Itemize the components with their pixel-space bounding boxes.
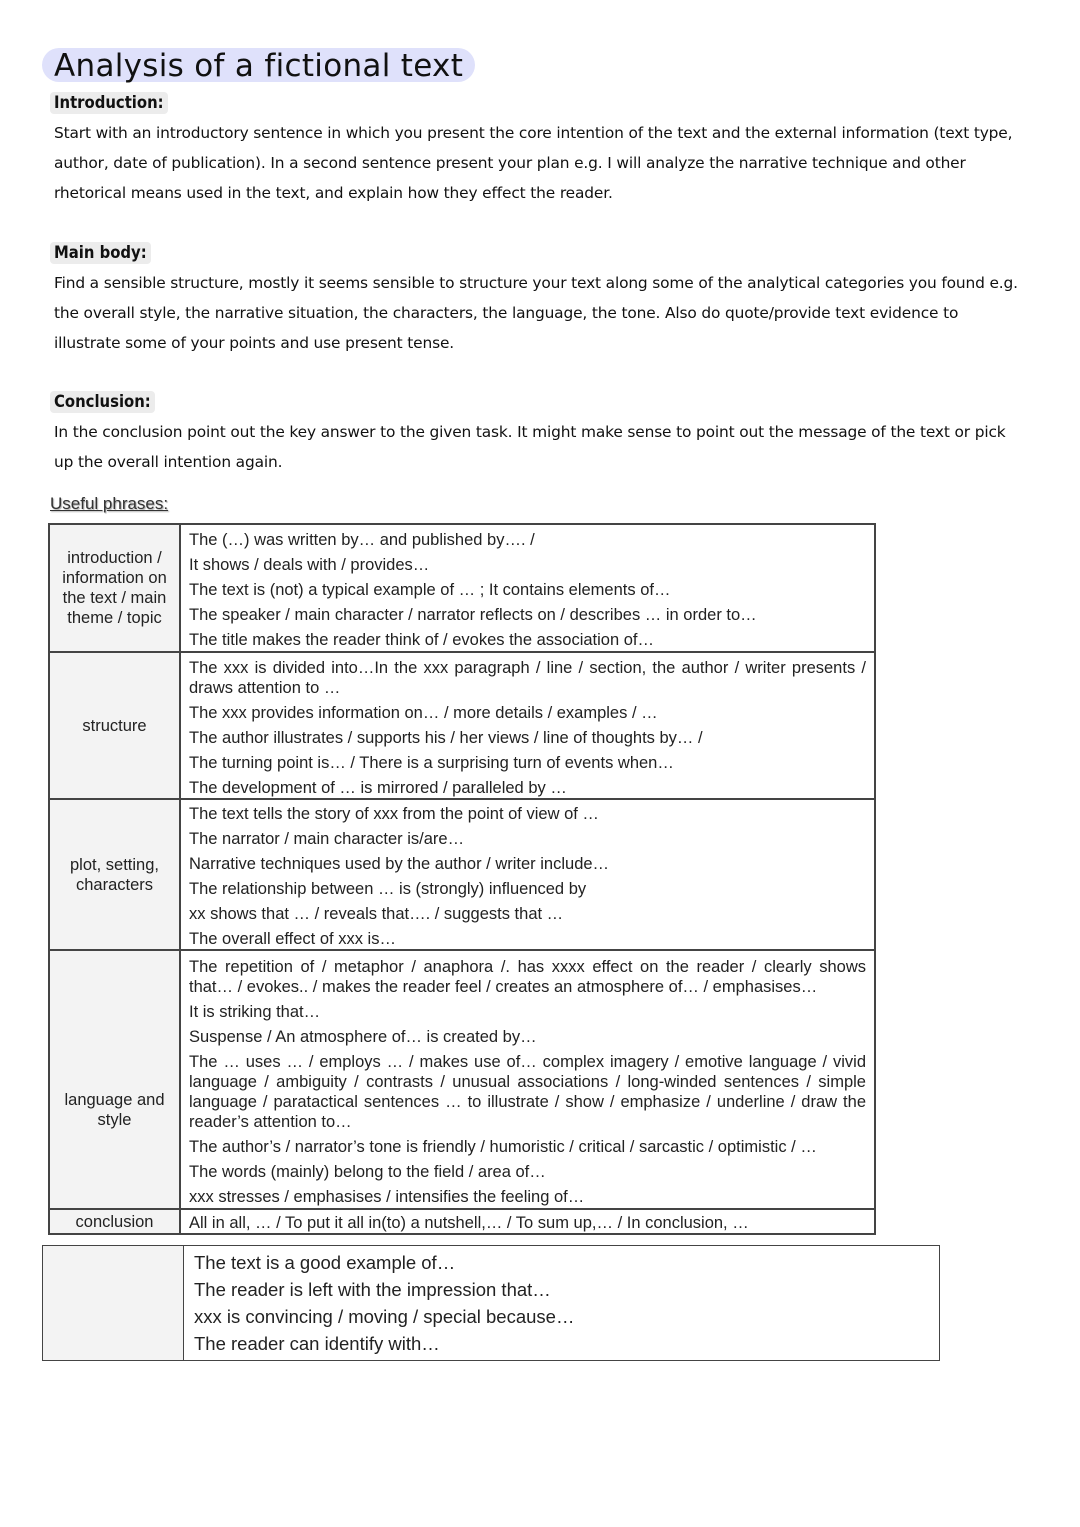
category-cell: structure	[49, 652, 180, 799]
section-body-introduction: Start with an introductory sentence in which you present the core intention of the text and the external information (text type, author, date of publication). In a second sentence present your plan e.g. I will analyze the narrative technique and other rhetorical means used in the text, and explain how they effect the reader.	[54, 124, 1013, 202]
useful-phrases-label: Useful phrases:	[50, 494, 169, 513]
phrases-cell	[180, 652, 875, 799]
phrases-cell	[180, 799, 875, 950]
section-heading-main-body: Main body:	[50, 242, 151, 264]
table-row-language-and-style	[49, 950, 875, 1209]
category-cell: conclusion	[49, 1209, 180, 1234]
phrase-line: The author’s / narrator’s tone is friendly / humoristic / critical / sarcastic / optimistic / …	[189, 1137, 817, 1156]
phrase-line: The text tells the story of xxx from the point of view of …	[189, 805, 599, 823]
phrase-line: The reader can identify with…	[194, 1333, 440, 1354]
category-cell-empty	[43, 1246, 184, 1361]
table-row-introduction	[49, 524, 875, 652]
category-cell: introduction / information on the text / main theme / topic	[49, 524, 180, 652]
phrase-line: The text is (not) a typical example of … ; It contains elements of…	[189, 581, 671, 599]
phrases-cell	[180, 524, 875, 652]
category-cell: plot, setting, characters	[49, 799, 180, 950]
phrase-line: The … uses … / employs … / makes use of… complex imagery / emotive language / vivid language / ambiguity / contrasts / unusual associations / long-winded sentences / simple language / paratactical sentences … to illustrate / show / emphasize / underline / draw the reader’s attention to…	[189, 1052, 866, 1131]
phrase-line: The overall effect of xxx is…	[189, 930, 396, 948]
page-title: Analysis of a fictional text	[42, 48, 475, 82]
phrase-line: xxx is convincing / moving / special because…	[194, 1306, 575, 1327]
phrase-line: The title makes the reader think of / evokes the association of…	[189, 631, 654, 649]
additional-conclusion-phrases-table	[42, 1245, 940, 1361]
category-cell: language and style	[49, 950, 180, 1209]
phrases-cell	[184, 1246, 940, 1361]
phrase-line: It is striking that…	[189, 1002, 321, 1021]
phrase-line: The author illustrates / supports his / her views / line of thoughts by… /	[189, 728, 703, 747]
table-row-conclusion	[49, 1209, 875, 1234]
phrase-line: Narrative techniques used by the author / writer include…	[189, 855, 610, 873]
phrase-line: The speaker / main character / narrator reflects on / describes … in order to…	[189, 606, 757, 624]
phrase-line: The (…) was written by… and published by…. /	[189, 531, 535, 549]
phrase-line: xx shows that … / reveals that…. / suggests that …	[189, 905, 564, 923]
phrase-line: xxx stresses / emphasises / intensifies the feeling of…	[189, 1187, 585, 1206]
phrase-line: The relationship between … is (strongly) influenced by	[189, 880, 587, 898]
section-heading-conclusion: Conclusion:	[50, 391, 155, 413]
phrase-line: The xxx is divided into…In the xxx paragraph / line / section, the author / writer presents / draws attention to …	[189, 658, 866, 697]
section-heading-introduction: Introduction:	[50, 92, 168, 114]
table-row-structure	[49, 652, 875, 799]
phrase-line: All in all, … / To put it all in(to) a nutshell,… / To sum up,… / In conclusion, …	[189, 1213, 749, 1232]
phrase-line: The repetition of / metaphor / anaphora /. has xxxx effect on the reader / clearly shows that… / evokes.. / makes the reader feel / creates an atmosphere of… / emphasises…	[189, 957, 866, 996]
useful-phrases-table	[48, 523, 876, 1235]
phrase-line: The turning point is… / There is a surprising turn of events when…	[189, 753, 674, 772]
table-row	[43, 1246, 940, 1361]
phrase-line: The text is a good example of…	[194, 1252, 456, 1273]
section-body-conclusion: In the conclusion point out the key answer to the given task. It might make sense to point out the message of the text or pick up the overall intention again.	[54, 423, 1006, 471]
phrases-cell	[180, 1209, 875, 1234]
phrase-line: The narrator / main character is/are…	[189, 830, 465, 848]
phrase-line: It shows / deals with / provides…	[189, 556, 430, 574]
table-row-plot-setting-characters	[49, 799, 875, 950]
phrase-line: The xxx provides information on… / more details / examples / …	[189, 703, 658, 722]
phrases-cell	[180, 950, 875, 1209]
section-body-main-body: Find a sensible structure, mostly it seems sensible to structure your text along some of the analytical categories you found e.g. the overall style, the narrative situation, the characters, the language, the tone. Also do quote/provide text evidence to illustrate some of your points and use present tense.	[54, 274, 1018, 352]
phrase-line: The words (mainly) belong to the field / area of…	[189, 1162, 546, 1181]
phrase-line: Suspense / An atmosphere of… is created by…	[189, 1027, 537, 1046]
phrase-line: The reader is left with the impression that…	[194, 1279, 551, 1300]
phrase-line: The development of … is mirrored / paralleled by …	[189, 778, 567, 797]
